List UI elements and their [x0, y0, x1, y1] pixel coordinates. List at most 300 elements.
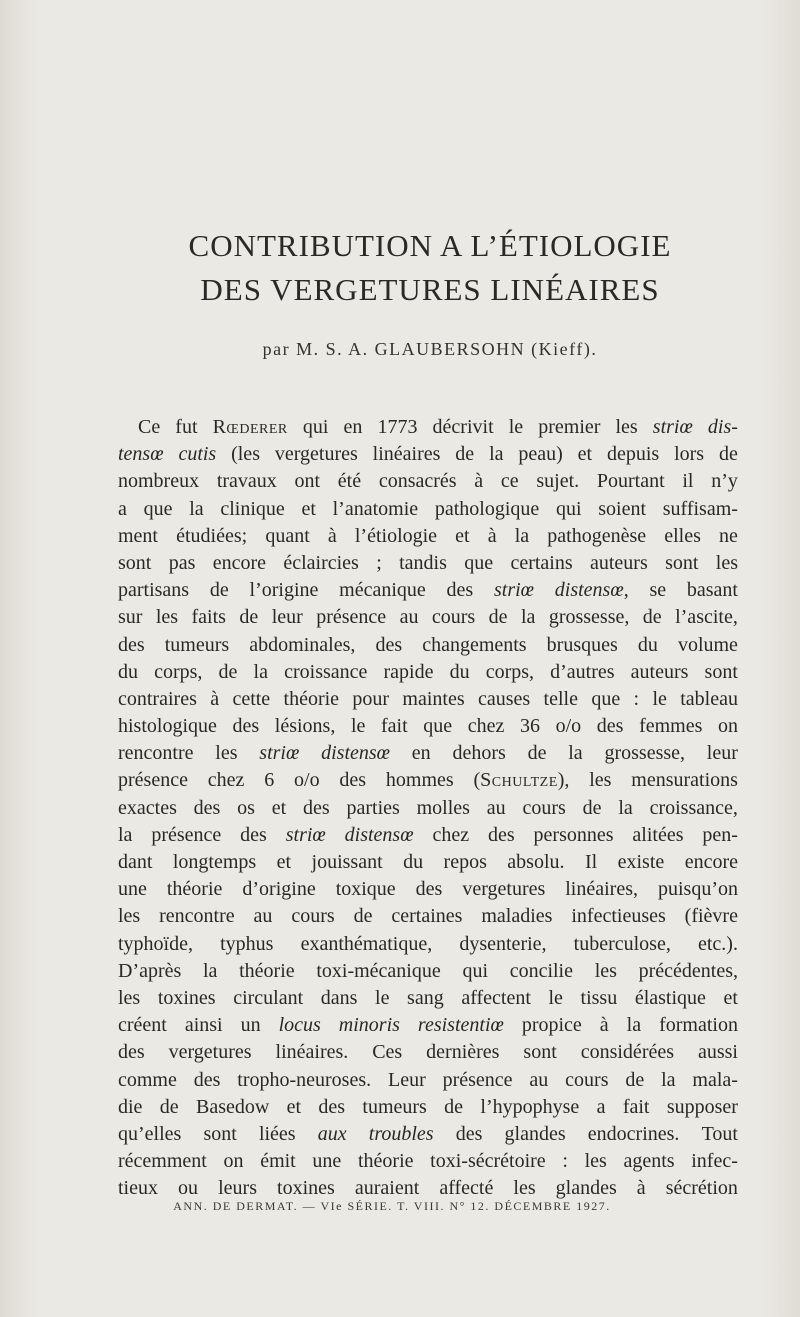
- text-line: [118, 659, 738, 686]
- word: lors: [674, 443, 705, 466]
- word: corps,: [154, 660, 203, 683]
- word: affecté: [439, 1177, 494, 1200]
- text-line: [118, 767, 738, 794]
- text-line: [118, 1121, 738, 1148]
- word: longtemps: [172, 851, 257, 873]
- word: formation: [659, 1014, 738, 1037]
- word: (: [473, 769, 481, 792]
- word: absolu.: [507, 851, 565, 873]
- word: mécanique: [339, 579, 426, 602]
- word: la: [626, 1014, 642, 1037]
- word: tableau: [680, 687, 738, 710]
- word: le: [375, 986, 390, 1009]
- word: propice: [521, 1014, 582, 1037]
- word: rencontre: [159, 905, 235, 928]
- word: travaux: [216, 470, 277, 493]
- text-line: [118, 1094, 738, 1121]
- text-line: [118, 849, 738, 876]
- word: les: [155, 606, 179, 629]
- word: vergetures: [168, 1041, 252, 1064]
- word: sont: [118, 551, 152, 574]
- word: présence: [118, 769, 188, 792]
- word: au: [253, 905, 273, 928]
- word: les: [513, 1177, 536, 1200]
- word: au: [529, 1068, 549, 1091]
- word: à: [474, 470, 484, 493]
- word: il: [682, 470, 694, 493]
- word: liées: [258, 1122, 296, 1145]
- text-line: [118, 577, 738, 604]
- word: étudiées;: [176, 524, 248, 547]
- text-line: [118, 1012, 738, 1039]
- word: lésions,: [274, 715, 336, 738]
- word: l’anatomie: [332, 497, 419, 520]
- word: circulant: [233, 986, 304, 1009]
- word: (les: [231, 443, 260, 466]
- word: du: [403, 851, 424, 873]
- word: ment: [118, 524, 158, 547]
- word: mala-: [692, 1068, 738, 1091]
- text-line: [118, 550, 738, 577]
- word: Il: [584, 851, 598, 873]
- word: auteurs: [630, 660, 689, 683]
- word: exactes: [118, 796, 177, 819]
- word: Ces: [372, 1041, 403, 1064]
- word: ne: [719, 524, 738, 547]
- word: a: [596, 1095, 606, 1118]
- word: supposer: [666, 1095, 738, 1118]
- word: locus: [278, 1014, 321, 1037]
- text-line: [118, 604, 738, 631]
- word: aussi: [697, 1041, 738, 1064]
- word: typhoïde,: [118, 932, 193, 955]
- word: femmes: [639, 715, 703, 738]
- word: présence: [316, 606, 387, 629]
- word: les: [615, 416, 638, 438]
- text-line: [118, 1067, 738, 1094]
- word: les: [589, 769, 612, 792]
- word: exanthématique,: [300, 932, 433, 955]
- word: causes: [477, 687, 531, 710]
- word: comme: [118, 1068, 177, 1091]
- word: la: [520, 606, 536, 629]
- word: striœ: [285, 823, 326, 846]
- text-line: [118, 468, 738, 495]
- word: de: [239, 606, 259, 629]
- word: de: [718, 443, 738, 466]
- word: pas: [168, 551, 196, 574]
- word: croissance: [284, 660, 368, 683]
- word: mensurations: [631, 769, 738, 792]
- word: distensœ: [321, 742, 391, 765]
- word: l’origine: [249, 579, 319, 602]
- word: o/o: [294, 769, 320, 792]
- word: et: [276, 851, 292, 873]
- word: la: [189, 497, 204, 520]
- word: de: [209, 579, 229, 602]
- word: d’origine: [242, 878, 316, 901]
- word: soient: [598, 497, 647, 520]
- word: toxi-mécanique: [316, 959, 441, 982]
- word: aux: [317, 1122, 347, 1145]
- text-line: [118, 632, 738, 659]
- article-title-line-2: DES VERGETURES LINÉAIRES: [200, 272, 660, 307]
- word: le: [508, 416, 524, 438]
- word: infectieuses: [571, 905, 666, 928]
- word: pathogenèse: [547, 524, 647, 547]
- word: un: [240, 1014, 261, 1037]
- word: considérées: [580, 1041, 675, 1064]
- word: de: [625, 1068, 645, 1091]
- word: la: [618, 796, 633, 819]
- word: grossesse,: [604, 742, 686, 765]
- word: 1773: [377, 416, 418, 438]
- word: dans: [320, 986, 358, 1009]
- word: pathologique: [434, 497, 540, 520]
- word: rapide: [383, 660, 434, 683]
- word: :: [562, 1150, 568, 1173]
- word: en: [411, 742, 431, 765]
- word: les: [118, 986, 141, 1009]
- word: depuis: [606, 443, 660, 466]
- word: au: [399, 606, 419, 629]
- word: die: [118, 1095, 143, 1118]
- word: théorie: [239, 959, 295, 982]
- word: minoris: [338, 1014, 400, 1037]
- word: présence: [442, 1068, 513, 1091]
- word: tissu: [580, 986, 618, 1009]
- word: des: [118, 633, 145, 656]
- word: sont: [203, 1122, 237, 1145]
- word: toxique: [335, 878, 396, 901]
- word: des: [446, 579, 474, 602]
- word: de: [642, 606, 662, 629]
- word: la: [514, 524, 530, 547]
- word: suffisam-: [662, 497, 738, 520]
- word: toxi-sécrétoire: [430, 1150, 546, 1173]
- word: élastique: [634, 986, 706, 1009]
- word: dysenterie,: [459, 932, 547, 955]
- word: distensœ: [344, 823, 414, 846]
- word: qu’elles: [118, 1122, 182, 1145]
- word: des: [375, 633, 403, 656]
- word: vergetures: [462, 878, 546, 901]
- word: glandes: [555, 1177, 617, 1200]
- word: des: [232, 715, 260, 738]
- word: et: [455, 524, 470, 547]
- text-line: [118, 903, 738, 930]
- word: les: [584, 1150, 607, 1173]
- article-title-line-1: CONTRIBUTION A L’ÉTIOLOGIE: [188, 228, 672, 263]
- word: l’hypophyse: [480, 1095, 580, 1118]
- word: en: [343, 416, 363, 438]
- word: ont: [294, 470, 321, 493]
- text-line: [118, 1148, 738, 1175]
- word: linéaires: [372, 443, 441, 466]
- word: (fièvre: [684, 905, 738, 928]
- word: rencontre: [118, 742, 194, 765]
- word: encore: [684, 851, 738, 873]
- word: le: [350, 715, 366, 738]
- word: tumeurs: [362, 1095, 427, 1118]
- word: fait: [381, 715, 408, 738]
- word: précédentes,: [638, 959, 738, 982]
- word: grossesse,: [548, 606, 630, 629]
- word: tuberculose,: [573, 932, 671, 955]
- word: auteurs: [589, 551, 648, 574]
- word: o/o: [555, 715, 582, 738]
- word: clinique: [220, 497, 285, 520]
- word: puisqu’on: [657, 878, 738, 901]
- word: l’étiologie: [354, 524, 438, 547]
- word: théorie: [357, 1150, 414, 1173]
- word: une: [118, 878, 147, 901]
- word: ),: [557, 769, 570, 792]
- word: des: [318, 1095, 346, 1118]
- word: concilie: [509, 959, 573, 982]
- word: présence: [151, 823, 222, 846]
- word: chez: [467, 715, 505, 738]
- word: théorie: [283, 687, 340, 710]
- word: ce: [500, 470, 519, 493]
- word: cours: [431, 606, 476, 629]
- word: Leur: [387, 1068, 426, 1091]
- word: croissance,: [649, 796, 738, 819]
- word: tieux: [118, 1177, 158, 1200]
- word: premier: [538, 416, 601, 438]
- text-line: [118, 931, 738, 958]
- word: les: [215, 742, 238, 765]
- word: de: [527, 742, 547, 765]
- word: que: [143, 497, 173, 520]
- word: sur: [118, 606, 143, 629]
- word: tensœ: [118, 443, 164, 466]
- word: cours: [291, 905, 335, 928]
- word: cutis: [178, 443, 217, 466]
- word: os: [237, 796, 255, 819]
- word: qui: [555, 497, 582, 520]
- journal-footer: ANN. DE DERMAT. — VIe SÉRIE. T. VIII. N° 12. DÉCEMBRE 1927.: [173, 1199, 611, 1213]
- word: la: [489, 443, 504, 466]
- word: de: [444, 1095, 464, 1118]
- word: dernières: [426, 1041, 500, 1064]
- word: et: [271, 796, 287, 819]
- word: Tout: [701, 1122, 738, 1145]
- word: affectent: [461, 986, 531, 1009]
- word: tandis: [399, 551, 447, 574]
- word: D’après: [118, 959, 182, 982]
- word: des: [415, 878, 443, 901]
- text-line: [118, 713, 738, 740]
- word: de: [582, 796, 602, 819]
- word: histologique: [118, 715, 217, 738]
- word: basant: [686, 579, 738, 602]
- word: resistentiœ: [417, 1014, 504, 1037]
- word: qui: [302, 416, 329, 438]
- word: Ce: [138, 416, 161, 438]
- word: leur: [706, 742, 738, 765]
- word: n’y: [711, 470, 738, 493]
- word: récemment: [118, 1150, 207, 1173]
- word: à: [599, 1014, 609, 1037]
- word: :: [633, 687, 640, 710]
- word: leurs: [218, 1177, 257, 1200]
- word: distensœ: [554, 579, 624, 602]
- word: les: [594, 959, 617, 982]
- text-line: [118, 414, 738, 441]
- word: on: [718, 715, 738, 738]
- word: dant: [118, 851, 153, 873]
- word: Pourtant: [596, 470, 665, 493]
- word: théorie: [166, 878, 223, 901]
- word: des: [118, 1041, 145, 1064]
- word: brusques: [546, 633, 618, 656]
- word: [555, 577, 629, 604]
- word: la: [568, 742, 583, 765]
- text-line: [118, 1039, 738, 1066]
- word: ;: [376, 551, 382, 574]
- word: parties: [346, 796, 400, 819]
- word: toxines: [157, 986, 216, 1009]
- word: maintes: [402, 687, 465, 710]
- text-line: [118, 441, 738, 468]
- word: partisans: [118, 579, 190, 602]
- word: des: [487, 823, 515, 846]
- word: de: [218, 660, 238, 683]
- word: sujet.: [536, 470, 580, 493]
- word: que: [464, 551, 494, 574]
- word: sont: [665, 551, 699, 574]
- word: tropho-neuroses.: [237, 1068, 372, 1091]
- word: Rœderer: [212, 416, 288, 438]
- word: [473, 767, 557, 794]
- word: corps,: [485, 660, 535, 683]
- word: d’autres: [550, 660, 615, 683]
- word: auraient: [354, 1177, 420, 1200]
- text-line: [118, 740, 738, 767]
- word: de: [353, 905, 373, 928]
- word: une: [312, 1150, 342, 1173]
- word: des: [303, 796, 330, 819]
- word: fait: [622, 1095, 650, 1118]
- word: de: [455, 443, 475, 466]
- word: la: [661, 1068, 676, 1091]
- word: pour: [352, 687, 390, 710]
- article-body: [118, 414, 738, 1202]
- word: tumeurs: [164, 633, 230, 656]
- word: des: [596, 715, 624, 738]
- word: dehors: [452, 742, 506, 765]
- word: endocrines.: [587, 1122, 680, 1145]
- text-line: [118, 795, 738, 822]
- word: la: [253, 660, 268, 683]
- word: quant: [265, 524, 310, 547]
- word: sang: [407, 986, 444, 1009]
- text-line: [118, 958, 738, 985]
- word: existe: [617, 851, 665, 873]
- word: des: [240, 823, 267, 846]
- word: le: [548, 986, 563, 1009]
- word: hommes: [385, 769, 454, 792]
- word: agents: [623, 1150, 675, 1173]
- word: du: [637, 633, 658, 656]
- word: on: [223, 1150, 244, 1173]
- word: la: [118, 823, 133, 846]
- word: au: [486, 796, 506, 819]
- word: la: [203, 959, 218, 982]
- word: cours: [565, 1068, 609, 1091]
- word: des: [193, 1068, 221, 1091]
- word: telle: [543, 687, 578, 710]
- word: des: [455, 1122, 483, 1145]
- word: toxines: [277, 1177, 335, 1200]
- word: et: [286, 1095, 302, 1118]
- word: certaines: [391, 905, 463, 928]
- word: glandes: [504, 1122, 566, 1145]
- word: faits: [191, 606, 226, 629]
- word: repos: [443, 851, 487, 873]
- word: décrivit: [432, 416, 494, 438]
- word: émit: [260, 1150, 296, 1173]
- word: l’ascite,: [675, 606, 738, 629]
- word: certains: [510, 551, 573, 574]
- word: dis-: [707, 416, 738, 438]
- word: [473, 767, 569, 794]
- word: sont: [704, 660, 738, 683]
- text-line: [118, 523, 738, 550]
- word: ainsi: [184, 1014, 223, 1037]
- word: etc.).: [697, 932, 738, 955]
- word: chez: [207, 769, 245, 792]
- word: sont: [523, 1041, 557, 1064]
- word: consacrés: [378, 470, 457, 493]
- word: des: [193, 796, 221, 819]
- word: troubles: [368, 1122, 434, 1145]
- author-byline: par M. S. A. GLAUBERSOHN (Kieff).: [262, 339, 598, 359]
- text-line: [118, 822, 738, 849]
- word: ou: [178, 1177, 199, 1200]
- word: cette: [232, 687, 271, 710]
- word: de: [159, 1095, 179, 1118]
- word: linéaires.: [275, 1041, 349, 1064]
- word: 6: [264, 769, 275, 792]
- word: à: [327, 524, 337, 547]
- word: et: [301, 497, 316, 520]
- word: leur: [271, 606, 303, 629]
- word: et: [723, 986, 738, 1009]
- word: encore: [212, 551, 266, 574]
- word: que: [423, 715, 453, 738]
- word: se: [649, 579, 667, 602]
- word: jouissant: [311, 851, 383, 873]
- text-line: [118, 985, 738, 1012]
- word: typhus: [220, 932, 274, 955]
- word: elles: [664, 524, 701, 547]
- word: peau): [518, 443, 563, 466]
- word: Schultze: [480, 769, 558, 792]
- word: contraires: [118, 687, 197, 710]
- text-line: [118, 686, 738, 713]
- word: les: [118, 905, 141, 928]
- word: chez: [432, 823, 470, 846]
- word: que: [591, 687, 621, 710]
- word: striœ: [493, 579, 535, 602]
- word: personnes: [533, 823, 614, 846]
- word: volume: [677, 633, 738, 656]
- word: à: [210, 687, 220, 710]
- word: qui: [462, 959, 488, 982]
- word: sécrétion: [665, 1177, 738, 1200]
